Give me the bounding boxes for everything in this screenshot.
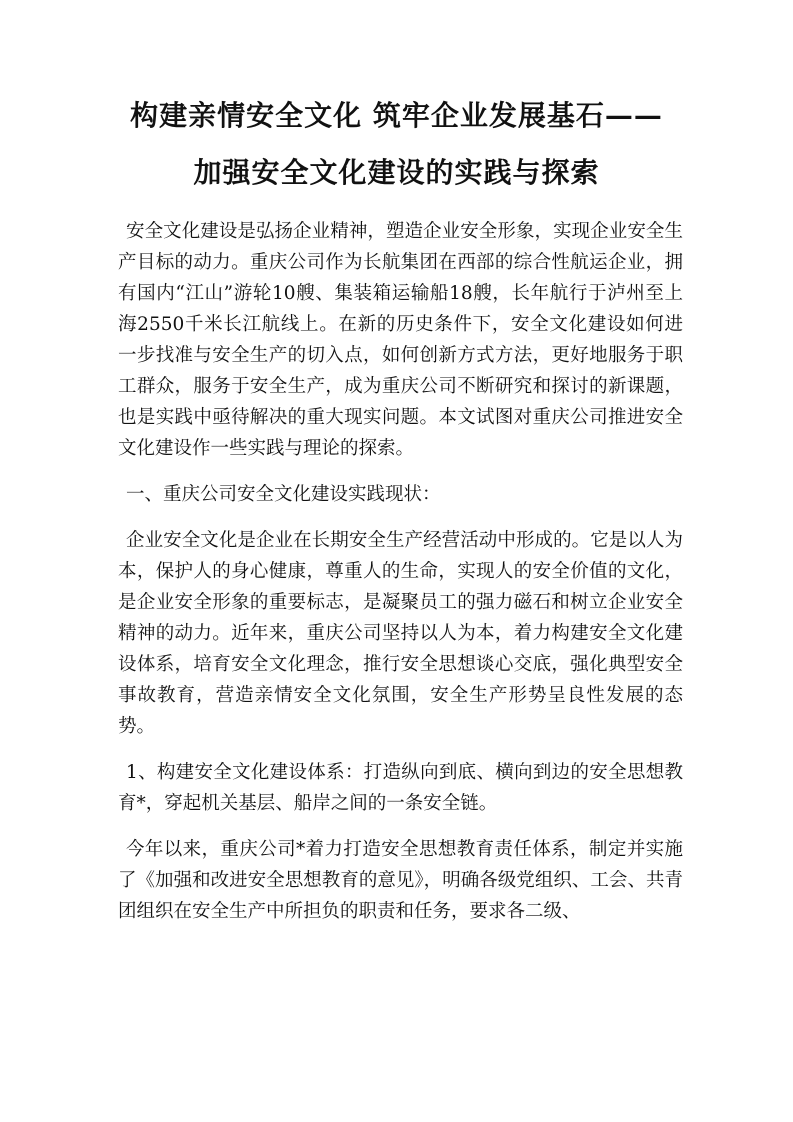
document-body xyxy=(118,216,683,942)
paragraph-current-status: 企业安全文化是企业在长期安全生产经营活动中形成的。它是以人为本，保护人的身心健康，尊重人的生命，实现人的安全价值的文化，是企业安全形象的重要标志，是凝聚员工的强力磁石和树立企业安全精神的动力。近年来，重庆公司坚持以人为本，着力构建安全文化建设体系，培育安全文化理念，推行安全思想谈心交底，强化典型安全事故教育，营造亲情安全文化氛围，安全生产形势呈良性发展的态势。 xyxy=(118,530,683,737)
document-title-line-2: 加强安全文化建设的实践与探索 xyxy=(193,156,600,189)
section-heading-1: 一、重庆公司安全文化建设实践现状： xyxy=(126,484,441,505)
paragraph-intro: 安全文化建设是弘扬企业精神，塑造企业安全形象，实现企业安全生产目标的动力。重庆公司作为长航集团在西部的综合性航运企业，拥有国内“江山”游轮10艘、集装箱运输船18艘，长年航行于泸州至上海2550千米长江航线上。在新的历史条件下，安全文化建设如何进一步找准与安全生产的切入点，如何创新方式方法，更好地服务于职工群众，服务于安全生产，成为重庆公司不断研究和探讨的新课题，也是实践中亟待解决的重大现实问题。本文试图对重庆公司推进安全文化建设作一些实践与理论的探索。 xyxy=(118,221,683,459)
paragraph-point-1: 1、构建安全文化建设体系：打造纵向到底、横向到边的安全思想教育*，穿起机关基层、船岸之间的一条安全链。 xyxy=(118,762,683,814)
document-title-line-1: 构建亲情安全文化 筑牢企业发展基石—— xyxy=(130,99,663,132)
paragraph-this-year: 今年以来，重庆公司*着力打造安全思想教育责任体系，制定并实施了《加强和改进安全思想教育的意见》，明确各级党组织、工会、共青团组织在安全生产中所担负的职责和任务，要求各二级、 xyxy=(118,839,683,922)
